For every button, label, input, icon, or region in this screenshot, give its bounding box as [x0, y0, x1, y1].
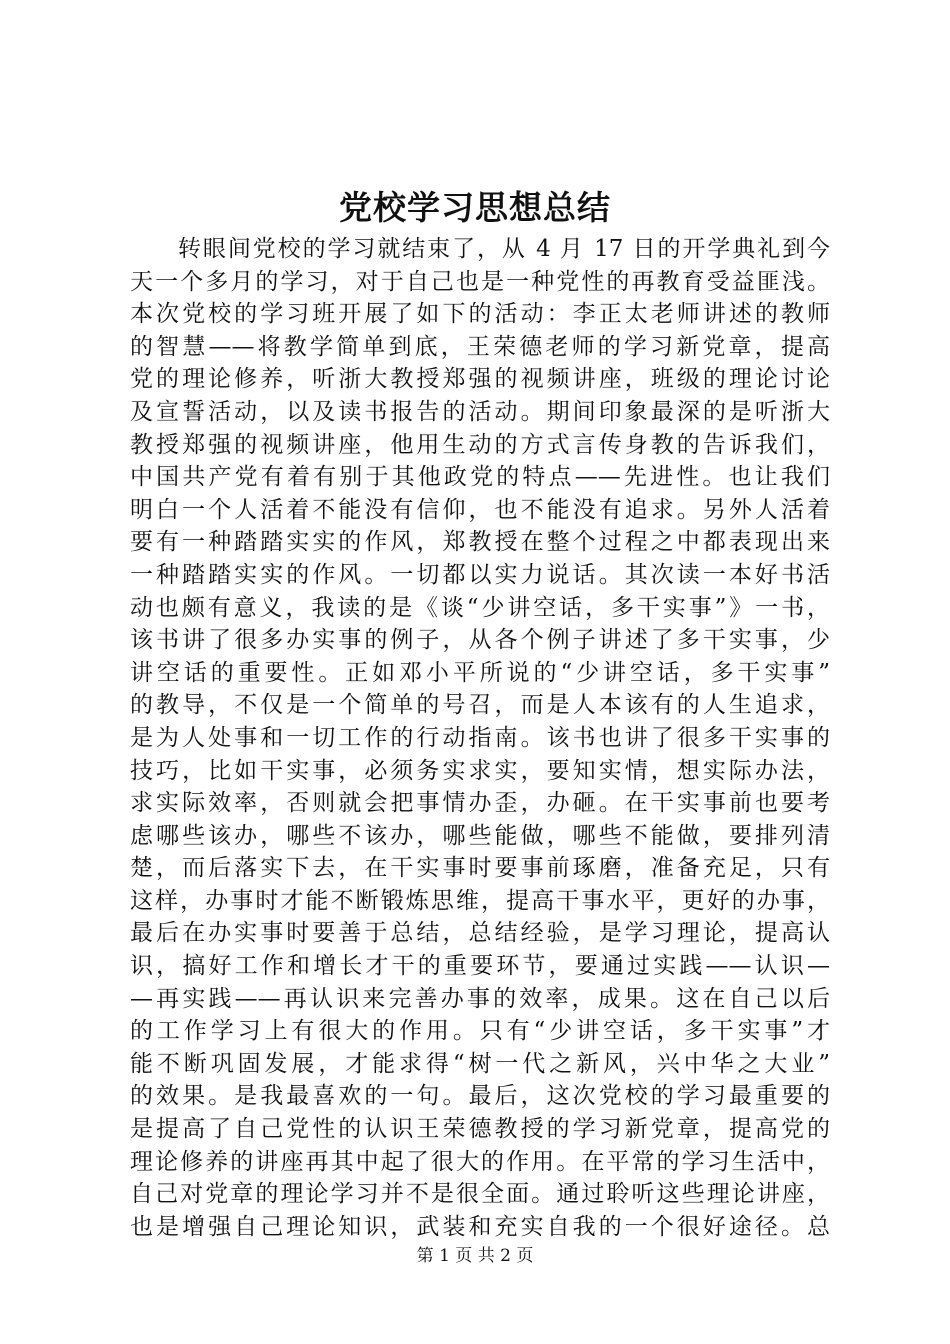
body-text-line: —再实践——再认识来完善办事的效率，成果。这在自己以后 [130, 985, 830, 1012]
body-text-line: 虑哪些该办，哪些不该办，哪些能做，哪些不能做，要排列清 [130, 822, 830, 849]
body-text-line: 能不断巩固发展，才能求得“树一代之新风，兴中华之大业” [130, 1050, 830, 1077]
body-text-line: 中国共产党有着有别于其他政党的特点——先进性。也让我们 [130, 464, 830, 491]
document-body [130, 233, 830, 1243]
body-text-line: 该书讲了很多办实事的例子，从各个例子讲述了多干实事，少 [130, 627, 830, 654]
body-text-line: 求实际效率，否则就会把事情办歪，办砸。在干实事前也要考 [130, 790, 830, 817]
body-text-line: 要有一种踏踏实实的作风，郑教授在整个过程之中都表现出来 [130, 529, 830, 556]
body-text-line: 这样，办事时才能不断锻炼思维，提高干事水平，更好的办事， [130, 887, 830, 914]
body-text-line: 教授郑强的视频讲座，他用生动的方式言传身教的告诉我们， [130, 431, 830, 458]
body-text-line: 也是增强自己理论知识，武装和充实自我的一个很好途径。总 [130, 1213, 830, 1240]
body-text-line: 的效果。是我最喜欢的一句。最后，这次党校的学习最重要的 [130, 1083, 830, 1110]
page-footer: 第 1 页 共 2 页 [416, 1246, 534, 1266]
body-text-line: 识，搞好工作和增长才干的重要环节，要通过实践——认识— [130, 953, 830, 980]
body-text-line: 一种踏踏实实的作风。一切都以实力说话。其次读一本好书活 [130, 561, 830, 588]
document-title: 党校学习思想总结 [339, 188, 611, 227]
body-text-line: 及宣誓活动，以及读书报告的活动。期间印象最深的是听浙大 [130, 398, 830, 425]
body-text-line: 明白一个人活着不能没有信仰，也不能没有追求。另外人活着 [130, 496, 830, 523]
body-text-line: 的教导，不仅是一个简单的号召，而是人本该有的人生追求， [130, 692, 830, 719]
body-text-line: 楚，而后落实下去，在干实事时要事前琢磨，准备充足，只有 [130, 855, 830, 882]
body-text-line: 最后在办实事时要善于总结，总结经验，是学习理论，提高认 [130, 920, 830, 947]
body-text-line: 的工作学习上有很大的作用。只有“少讲空话，多干实事”才 [130, 1018, 830, 1045]
body-text-line: 自己对党章的理论学习并不是很全面。通过聆听这些理论讲座， [130, 1181, 830, 1208]
body-text-line: 天一个多月的学习，对于自己也是一种党性的再教育受益匪浅。 [130, 268, 830, 295]
body-text-line: 动也颇有意义，我读的是《谈“少讲空话，多干实事”》一书， [130, 594, 830, 621]
body-text-line: 的智慧——将教学简单到底，王荣德老师的学习新党章，提高 [130, 333, 830, 360]
body-text-line: 理论修养的讲座再其中起了很大的作用。在平常的学习生活中， [130, 1148, 830, 1175]
body-text-line: 技巧，比如干实事，必须务实求实，要知实情，想实际办法， [130, 757, 830, 784]
body-text-line: 是为人处事和一切工作的行动指南。该书也讲了很多干实事的 [130, 724, 830, 751]
body-text-line: 党的理论修养，听浙大教授郑强的视频讲座，班级的理论讨论 [130, 366, 830, 393]
body-text-line: 转眼间党校的学习就结束了，从 4 月 17 日的开学典礼到今 [178, 236, 830, 262]
body-text-line: 本次党校的学习班开展了如下的活动：李正太老师讲述的教师 [130, 301, 830, 328]
body-text-line: 是提高了自己党性的认识王荣德教授的学习新党章，提高党的 [130, 1116, 830, 1143]
body-text-line: 讲空话的重要性。正如邓小平所说的“少讲空话，多干实事” [130, 659, 830, 686]
